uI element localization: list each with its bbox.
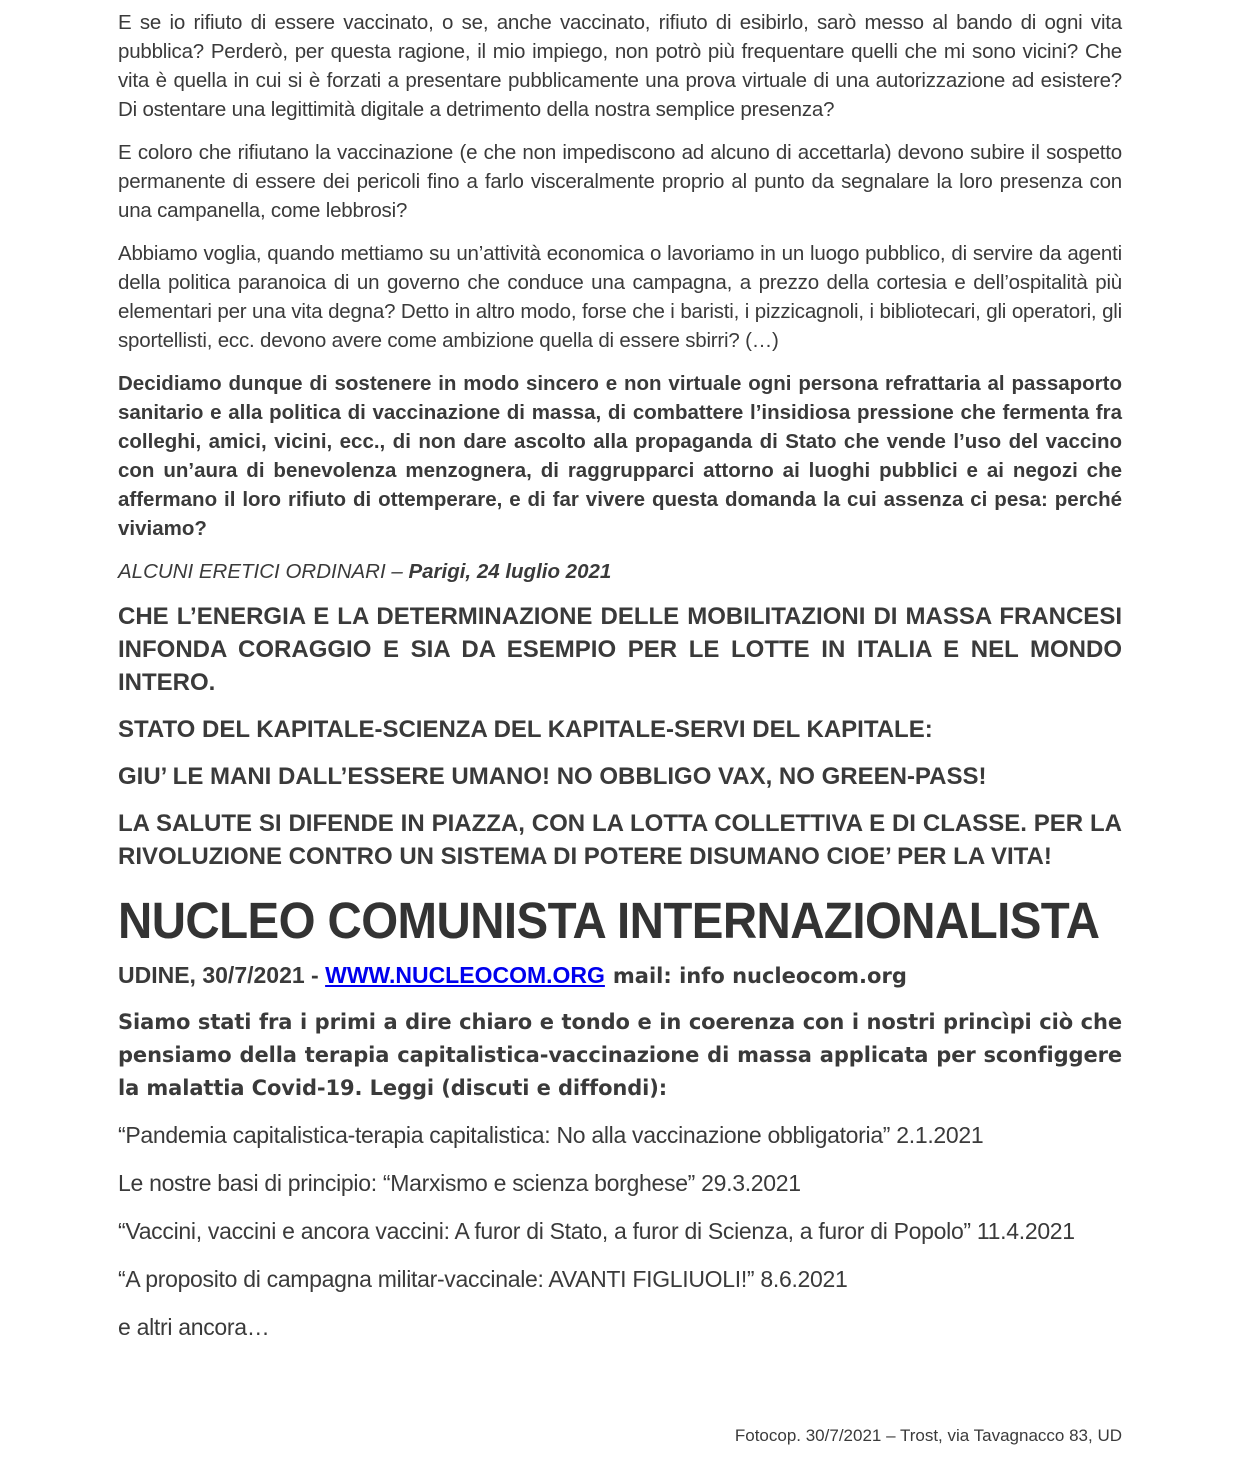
contact-place-date: UDINE, 30/7/2021 - bbox=[118, 962, 326, 988]
intro-paragraph: Siamo stati fra i primi a dire chiaro e tondo e in coerenza con i nostri princìpi ciò che pensiamo della terapia capitalistica-vaccinazione di massa applicata per sconfiggere la malattia Covid-19. Leggi (discuti e diffondi): bbox=[118, 1010, 1122, 1100]
paragraph-2: E coloro che rifiutano la vaccinazione (e che non impediscono ad alcuno di accettarla) devono subire il sospetto permanente di essere dei pericoli fino a farlo visceralmente proprio al punto da segnalare la loro presenza con una campanella, come lebbrosi? bbox=[118, 141, 1122, 222]
reading-item-4: “A proposito di campagna militar-vaccinale: AVANTI FIGLIUOLI!” 8.6.2021 bbox=[118, 1266, 848, 1292]
organization-title: NUCLEO COMUNISTA INTERNAZIONALISTA bbox=[118, 892, 1100, 949]
signature-author: ALCUNI ERETICI ORDINARI bbox=[118, 560, 386, 583]
paragraph-3: Abbiamo voglia, quando mettiamo su un’attività economica o lavoriamo in un luogo pubblico, di servire da agenti della politica paranoica di un governo che conduce una campagna, a prezzo della cortesia e dell’ospitalità più elementari per una vita degna? Detto in altro modo, forse che i baristi, i pizzicagnoli, i bibliotecari, gli operatori, gli sportellisti, ecc. devono avere come ambizione quella di essere sbirri? (…) bbox=[118, 242, 1122, 352]
signature bbox=[118, 557, 1122, 586]
contact-line bbox=[118, 959, 1122, 992]
signature-separator: – bbox=[385, 560, 409, 583]
reading-item-2: Le nostre basi di principio: “Marxismo e scienza borghese” 29.3.2021 bbox=[118, 1170, 801, 1196]
reading-item-5: e altri ancora… bbox=[118, 1314, 270, 1340]
reading-item-1: “Pandemia capitalistica-terapia capitalistica: No alla vaccinazione obbligatoria” 2.1.2021 bbox=[118, 1122, 984, 1148]
slogan-2: STATO DEL KAPITALE-SCIENZA DEL KAPITALE-SERVI DEL KAPITALE: bbox=[118, 716, 933, 743]
slogan-1: CHE L’ENERGIA E LA DETERMINAZIONE DELLE MOBILITAZIONI DI MASSA FRANCESI INFONDA CORAGGIO E SIA DA ESEMPIO PER LE LOTTE IN ITALIA E NEL MONDO INTERO. bbox=[118, 603, 1122, 696]
bold-paragraph: Decidiamo dunque di sostenere in modo sincero e non virtuale ogni persona refrattaria al passaporto sanitario e alla politica di vaccinazione di massa, di combattere l’insidiosa pressione che fermenta fra colleghi, amici, vicini, ecc., di non dare ascolto alla propaganda di Stato che vende l’uso del vaccino con un’aura di benevolenza menzognera, di raggrupparci attorno ai luoghi pubblici e ai negozi che affermano il loro rifiuto di ottemperare, e di far vivere questa domanda la cui assenza ci pesa: perché viviamo? bbox=[118, 372, 1122, 540]
slogan-4: LA SALUTE SI DIFENDE IN PIAZZA, CON LA LOTTA COLLETTIVA E DI CLASSE. PER LA RIVOLUZIONE CONTRO UN SISTEMA DI POTERE DISUMANO CIOE’ PER LA VITA! bbox=[118, 810, 1122, 870]
website-link[interactable]: WWW.NUCLEOCOM.ORG bbox=[325, 962, 605, 988]
signature-place-date: Parigi, 24 luglio 2021 bbox=[408, 560, 612, 583]
reading-item-3: “Vaccini, vaccini e ancora vaccini: A furor di Stato, a furor di Scienza, a furor di Popolo” 11.4.2021 bbox=[118, 1218, 1075, 1244]
document-page bbox=[118, 8, 1122, 1343]
paragraph-1: E se io rifiuto di essere vaccinato, o se, anche vaccinato, rifiuto di esibirlo, sarò messo al bando di ogni vita pubblica? Perderò, per questa ragione, il mio impiego, non potrò più frequentare quelli che mi sono vicini? Che vita è quella in cui si è forzati a presentare pubblicamente una prova virtuale di una autorizzazione ad esistere? Di ostentare una legittimità digitale a detrimento della nostra semplice presenza? bbox=[118, 11, 1122, 121]
contact-mail: mail: info nucleocom.org bbox=[612, 964, 907, 988]
slogan-3: GIU’ LE MANI DALL’ESSERE UMANO! NO OBBLIGO VAX, NO GREEN-PASS! bbox=[118, 763, 987, 790]
footer-note: Fotocop. 30/7/2021 – Trost, via Tavagnacco 83, UD bbox=[734, 1426, 1122, 1445]
